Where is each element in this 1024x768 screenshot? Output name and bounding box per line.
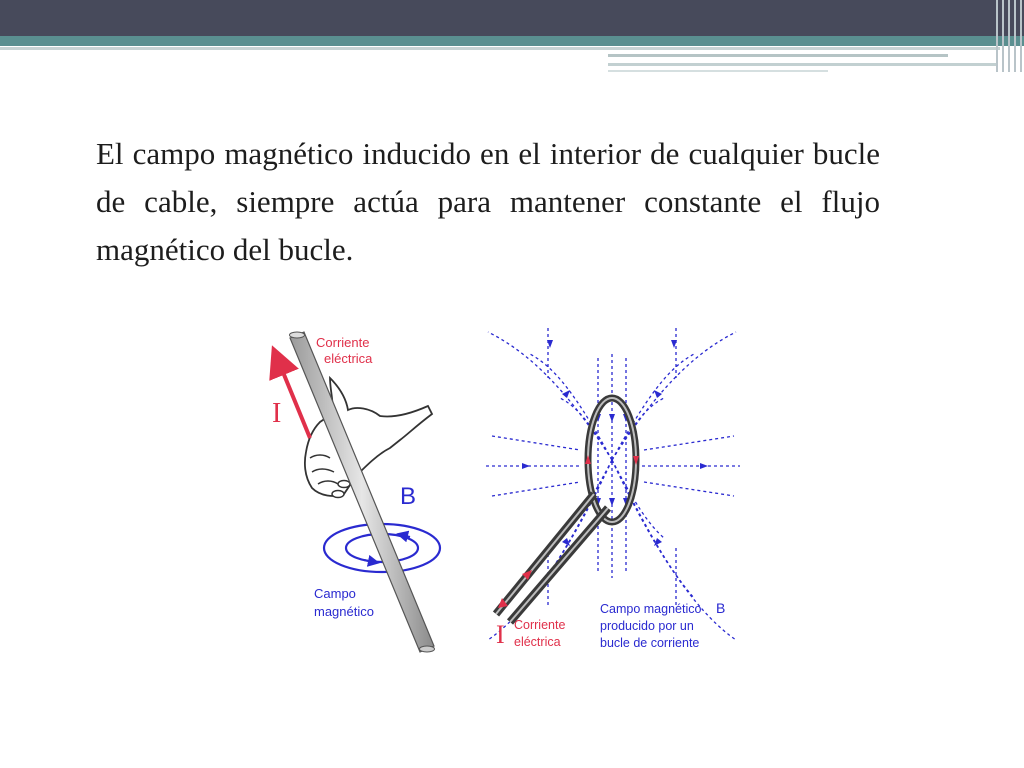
slide-paragraph: El campo magnético inducido en el interior de cualquier bucle de cable, siempre actúa para mantener constante el flujo magnético del bucle.	[96, 136, 880, 267]
header-rule	[608, 63, 998, 66]
right-figure	[486, 328, 740, 650]
current-label: Corriente	[514, 618, 566, 632]
header-rule	[0, 47, 1000, 50]
field-label: Campo	[314, 586, 356, 601]
current-symbol: I	[496, 620, 505, 649]
field-label: producido por un	[600, 619, 694, 633]
current-label: Corriente	[316, 335, 370, 350]
magnetic-field-diagram	[260, 318, 760, 668]
current-label: eléctrica	[514, 635, 561, 649]
left-figure	[272, 332, 440, 652]
current-symbol: I	[272, 398, 282, 429]
field-label: bucle de corriente	[600, 636, 700, 650]
header-accent-bar	[0, 36, 1024, 46]
field-label: Campo magnético	[600, 602, 702, 616]
current-label: eléctrica	[324, 351, 373, 366]
field-symbol: B	[716, 600, 726, 616]
header-stripes	[994, 0, 1024, 72]
header-rule	[608, 70, 828, 72]
field-symbol: B	[400, 483, 417, 510]
header-bar	[0, 0, 1024, 36]
field-label: magnético	[314, 604, 374, 619]
header-rule	[608, 54, 948, 57]
